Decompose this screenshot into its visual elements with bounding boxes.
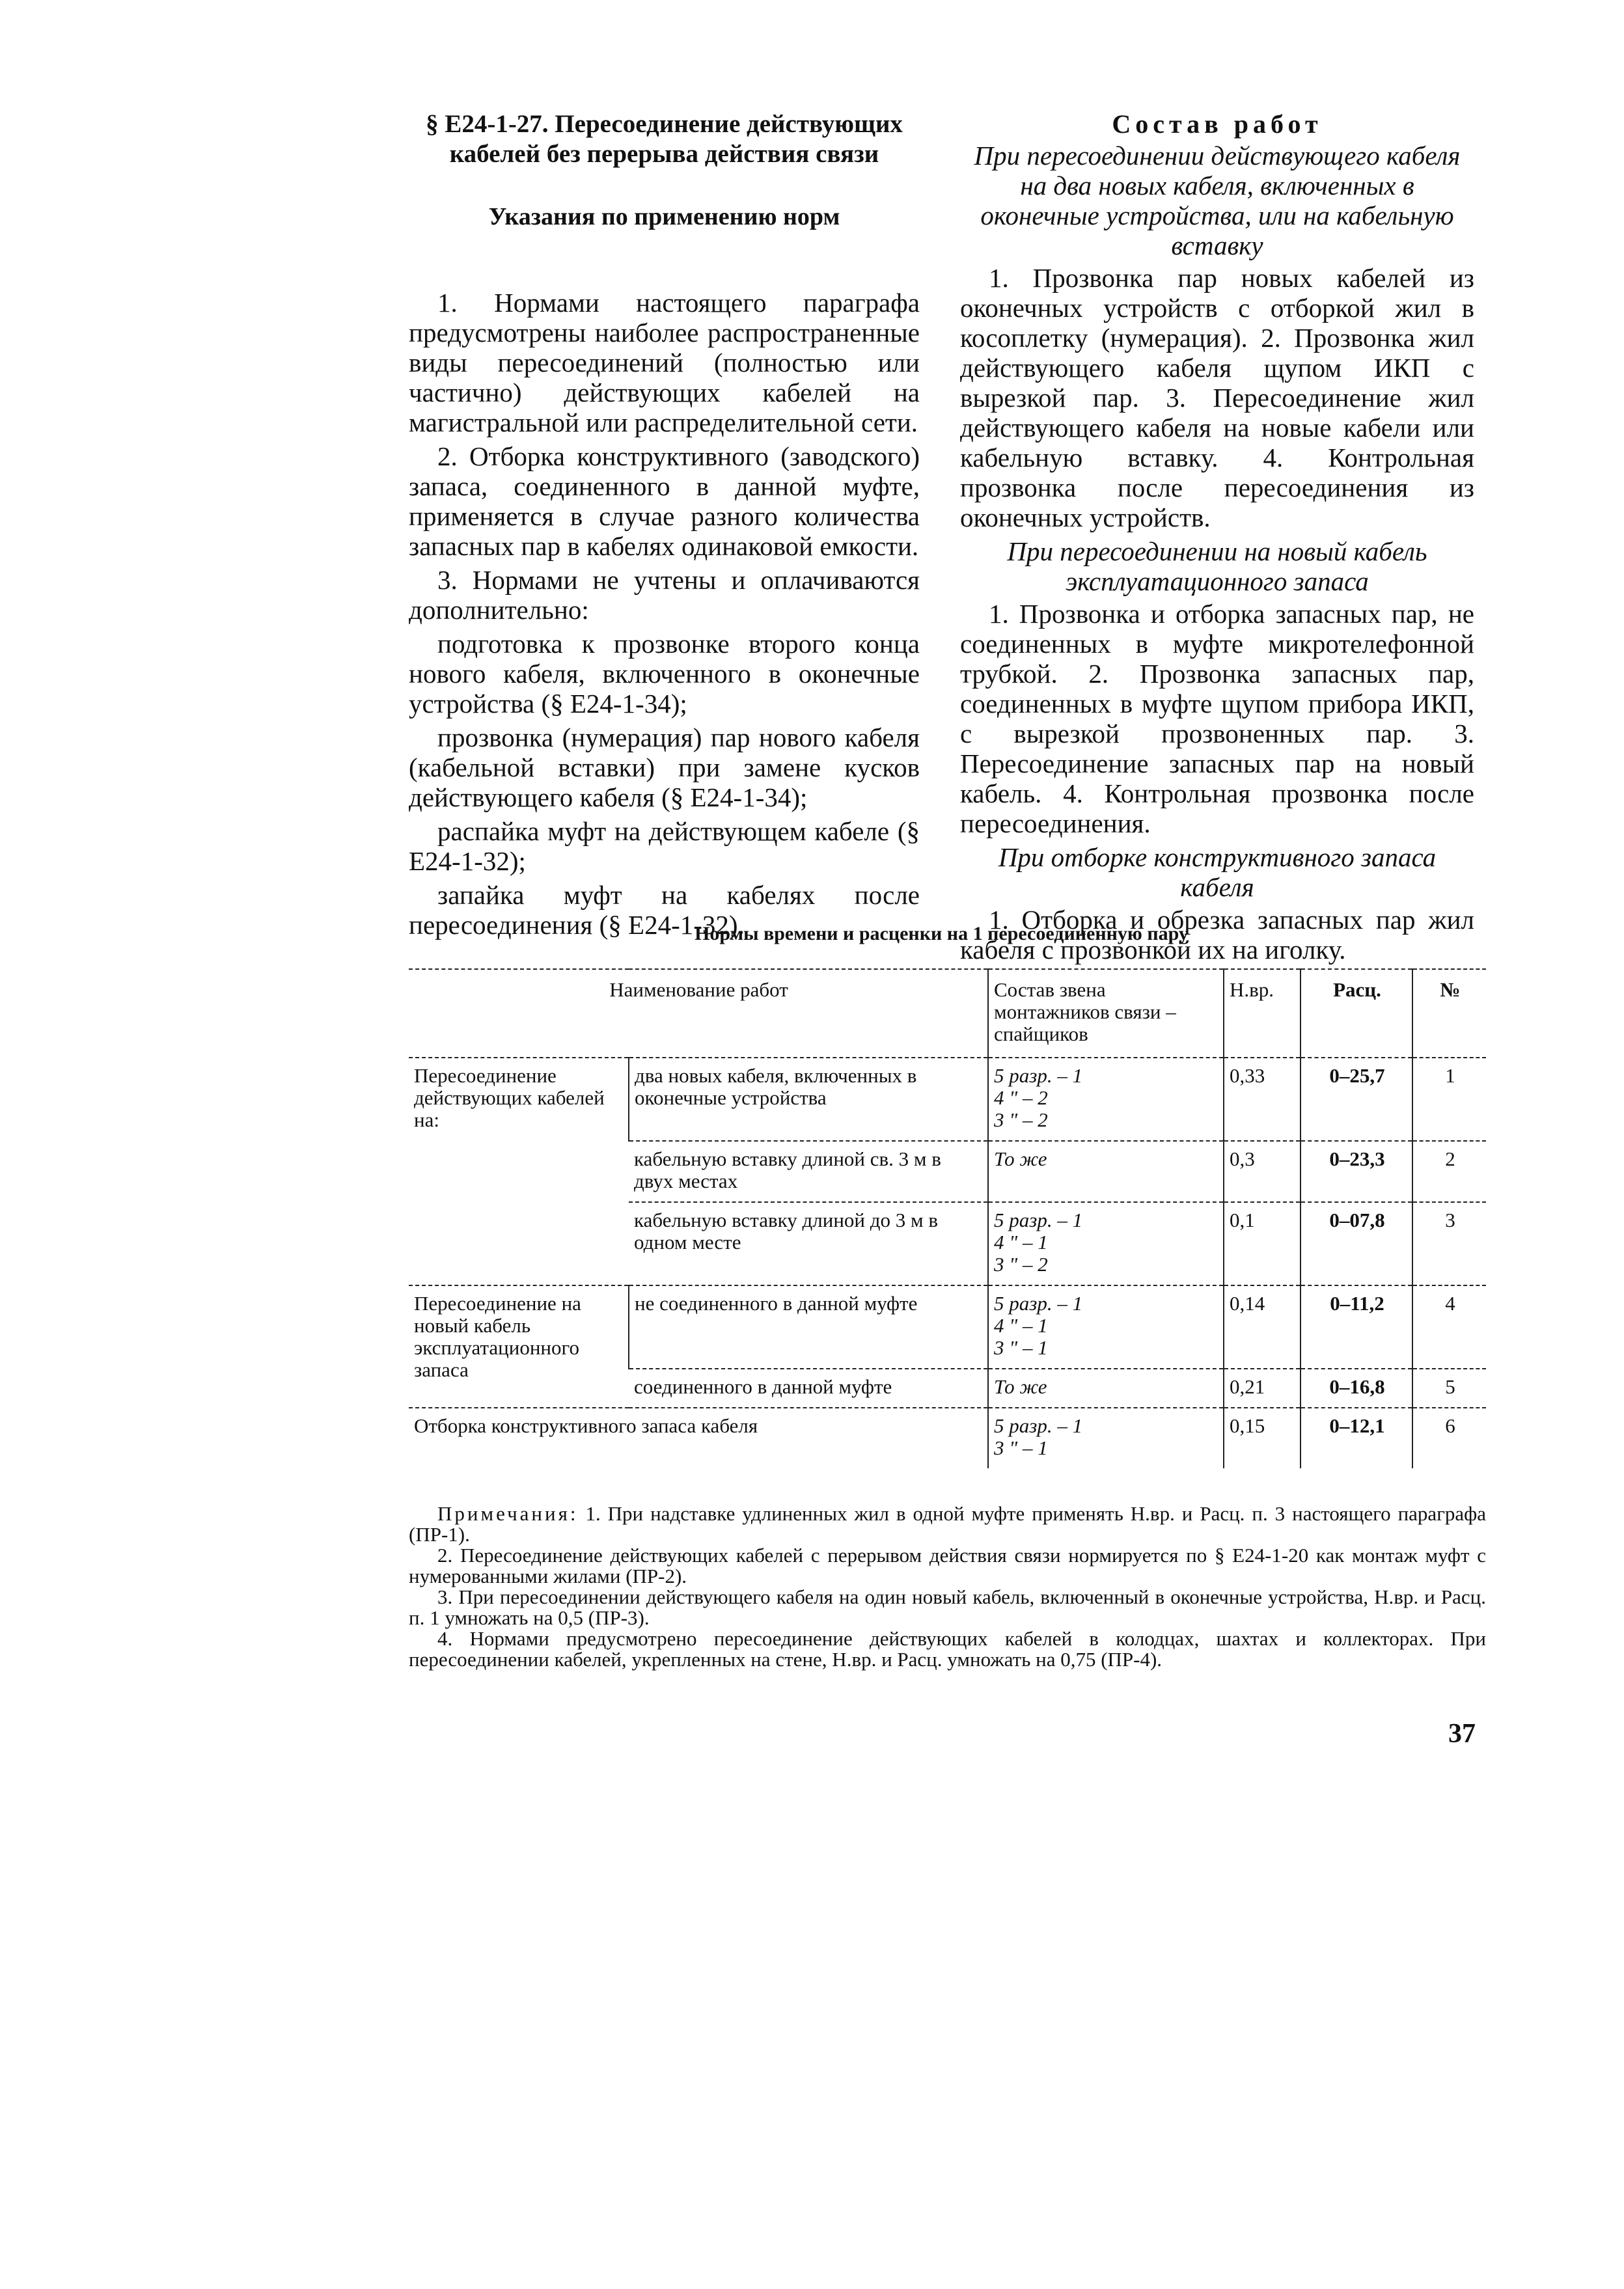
work-name: кабельную вставку длиной до 3 м в одном месте: [629, 1202, 988, 1285]
table-row: [409, 1408, 1486, 1468]
paragraph: запайка муфт на кабелях после пересоединения (§ Е24-1-32).: [409, 880, 920, 940]
crew-line: 3 " – 1: [994, 1436, 1048, 1459]
header-num: №: [1412, 969, 1486, 1058]
paragraph: распайка муфт на действующем кабеле (§ Е24-1-32);: [409, 816, 920, 876]
row-number: 3: [1412, 1202, 1486, 1285]
price: 0–11,2: [1301, 1285, 1412, 1369]
table-row: [409, 1058, 1486, 1141]
left-column: [409, 109, 920, 940]
work-name: не соединенного в данной муфте: [629, 1285, 988, 1369]
work-text: 1. Прозвонка пар новых кабелей из оконечных устройств с отборкой жил в косоплетку (нумерация). 2. Прозвонка жил действующего кабеля щупом ИКП с вырезкой пар. 3. Пересоединение жил действующего кабеля на новые кабели или кабельную вставку. 4. Контрольная прозвонка после пересоединения из оконечных устройств.: [960, 263, 1474, 532]
table-row: [409, 1285, 1486, 1369]
right-column: [960, 109, 1474, 965]
page-number: 37: [1448, 1719, 1476, 1749]
note-item: 3. При пересоединении действующего кабеля на один новый кабель, включенный в оконечные устройства, Н.вр. и Расц. п. 1 умножать на 0,5 (ПР-3).: [409, 1585, 1486, 1629]
notes: [409, 1503, 1486, 1670]
header-time: Н.вр.: [1224, 969, 1301, 1058]
work-text: 1. Отборка и обрезка запасных пар жил кабеля с прозвонкой их на иголку.: [960, 905, 1474, 965]
group-label: Пересоединение на новый кабель эксплуатационного запаса: [409, 1285, 629, 1408]
crew-composition: [988, 1285, 1224, 1369]
row-number: 2: [1412, 1141, 1486, 1202]
crew-line: 4 " – 1: [994, 1231, 1048, 1254]
time-norm: 0,3: [1224, 1141, 1301, 1202]
paragraph: 1. Нормами настоящего параграфа предусмотрены наиболее распространенные виды пересоединений (полностью или частично) действующих кабелей на магистральной или распределительной сети.: [409, 288, 920, 437]
price: 0–12,1: [1301, 1408, 1412, 1468]
group-label: Пересоединение действующих кабелей на:: [409, 1058, 629, 1285]
paragraph: 3. Нормами не учтены и оплачиваются дополнительно:: [409, 565, 920, 625]
crew-line: То же: [994, 1147, 1047, 1170]
crew-composition: [988, 1369, 1224, 1408]
norms-table: [409, 968, 1486, 1468]
paragraph: подготовка к прозвонке второго конца нового кабеля, включенного в оконечные устройства (§ Е24-1-34);: [409, 629, 920, 719]
table-caption: Нормы времени и расценки на 1 пересоединенную пару: [695, 923, 1189, 944]
note-item: 4. Нормами предусмотрено пересоединение действующих кабелей в колодцах, шахтах и коллекторах. При пересоединении кабелей, укрепленных на стене, Н.вр. и Расц. умножать на 0,75 (ПР-4).: [409, 1627, 1486, 1671]
work-name: Отборка конструктивного запаса кабеля: [414, 1414, 758, 1437]
price: 0–07,8: [1301, 1202, 1412, 1285]
row-number: 5: [1412, 1369, 1486, 1408]
crew-composition: [988, 1058, 1224, 1141]
crew-line: 4 " – 1: [994, 1314, 1048, 1337]
crew-line: То же: [994, 1375, 1047, 1398]
time-norm: 0,1: [1224, 1202, 1301, 1285]
crew-line: 5 разр. – 1: [994, 1292, 1083, 1315]
time-norm: 0,33: [1224, 1058, 1301, 1141]
price: 0–23,3: [1301, 1141, 1412, 1202]
crew-composition: [988, 1202, 1224, 1285]
crew-composition: [988, 1408, 1224, 1468]
header-crew: Состав звена монтажников связи – спайщиков: [988, 969, 1224, 1058]
crew-line: 3 " – 2: [994, 1253, 1048, 1276]
row-number: 6: [1412, 1408, 1486, 1468]
time-norm: 0,21: [1224, 1369, 1301, 1408]
price: 0–16,8: [1301, 1369, 1412, 1408]
work-name: два новых кабеля, включенных в оконечные устройства: [629, 1058, 988, 1141]
work-heading: При пересоединении на новый кабель эксплуатационного запаса: [1007, 536, 1427, 596]
paragraph: 2. Отборка конструктивного (заводского) запаса, соединенного в данной муфте, применяется в случае разного количества запасных пар в кабелях одинаковой емкости.: [409, 441, 920, 561]
crew-line: 5 разр. – 1: [994, 1414, 1083, 1437]
note-item: 2. Пересоединение действующих кабелей с перерывом действия связи нормируется по § Е24-1-20 как монтаж муфт с нумерованными жилами (ПР-2).: [409, 1544, 1486, 1587]
work-heading: При пересоединении действующего кабеля на два новых кабеля, включенных в оконечные устройства, или на кабельную вставку: [974, 141, 1461, 260]
crew-line: 4 " – 2: [994, 1086, 1048, 1109]
header-price: Расц.: [1301, 969, 1412, 1058]
note-text: 1. При надставке удлиненных жил в одной муфте применять Н.вр. и Расц. п. 3 настоящего параграфа (ПР-1).: [409, 1502, 1487, 1546]
notes-lead: Примечания:: [437, 1502, 579, 1525]
price: 0–25,7: [1301, 1058, 1412, 1141]
work-name: кабельную вставку длиной св. 3 м в двух местах: [629, 1141, 988, 1202]
paragraph: прозвонка (нумерация) пар нового кабеля (кабельной вставки) при замене кусков действующего кабеля (§ Е24-1-34);: [409, 722, 920, 812]
row-number: 4: [1412, 1285, 1486, 1369]
crew-composition: [988, 1141, 1224, 1202]
work-composition-title: Состав работ: [1112, 109, 1323, 139]
work-heading: При отборке конструктивного запаса кабеля: [998, 842, 1437, 902]
table-header-row: [409, 969, 1486, 1058]
crew-line: 3 " – 1: [994, 1336, 1048, 1359]
section-title: § Е24-1-27. Пересоединение действующих кабелей без перерыва действия связи: [426, 110, 903, 168]
work-name: соединенного в данной муфте: [629, 1369, 988, 1408]
crew-line: 3 " – 2: [994, 1108, 1048, 1131]
section-subtitle: Указания по применению норм: [488, 203, 840, 230]
row-number: 1: [1412, 1058, 1486, 1141]
header-name: Наименование работ: [409, 969, 988, 1058]
crew-line: 5 разр. – 1: [994, 1064, 1083, 1087]
note-item: [409, 1503, 1486, 1545]
crew-line: 5 разр. – 1: [994, 1209, 1083, 1231]
time-norm: 0,15: [1224, 1408, 1301, 1468]
time-norm: 0,14: [1224, 1285, 1301, 1369]
work-text: 1. Прозвонка и отборка запасных пар, не соединенных в муфте микротелефонной трубкой. 2. Прозвонка запасных пар, соединенных в муфте щупом прибора ИКП, с вырезкой прозвоненных пар. 3. Пересоединение запасных пар на новый кабель. 4. Контрольная прозвонка после пересоединения.: [960, 599, 1474, 838]
